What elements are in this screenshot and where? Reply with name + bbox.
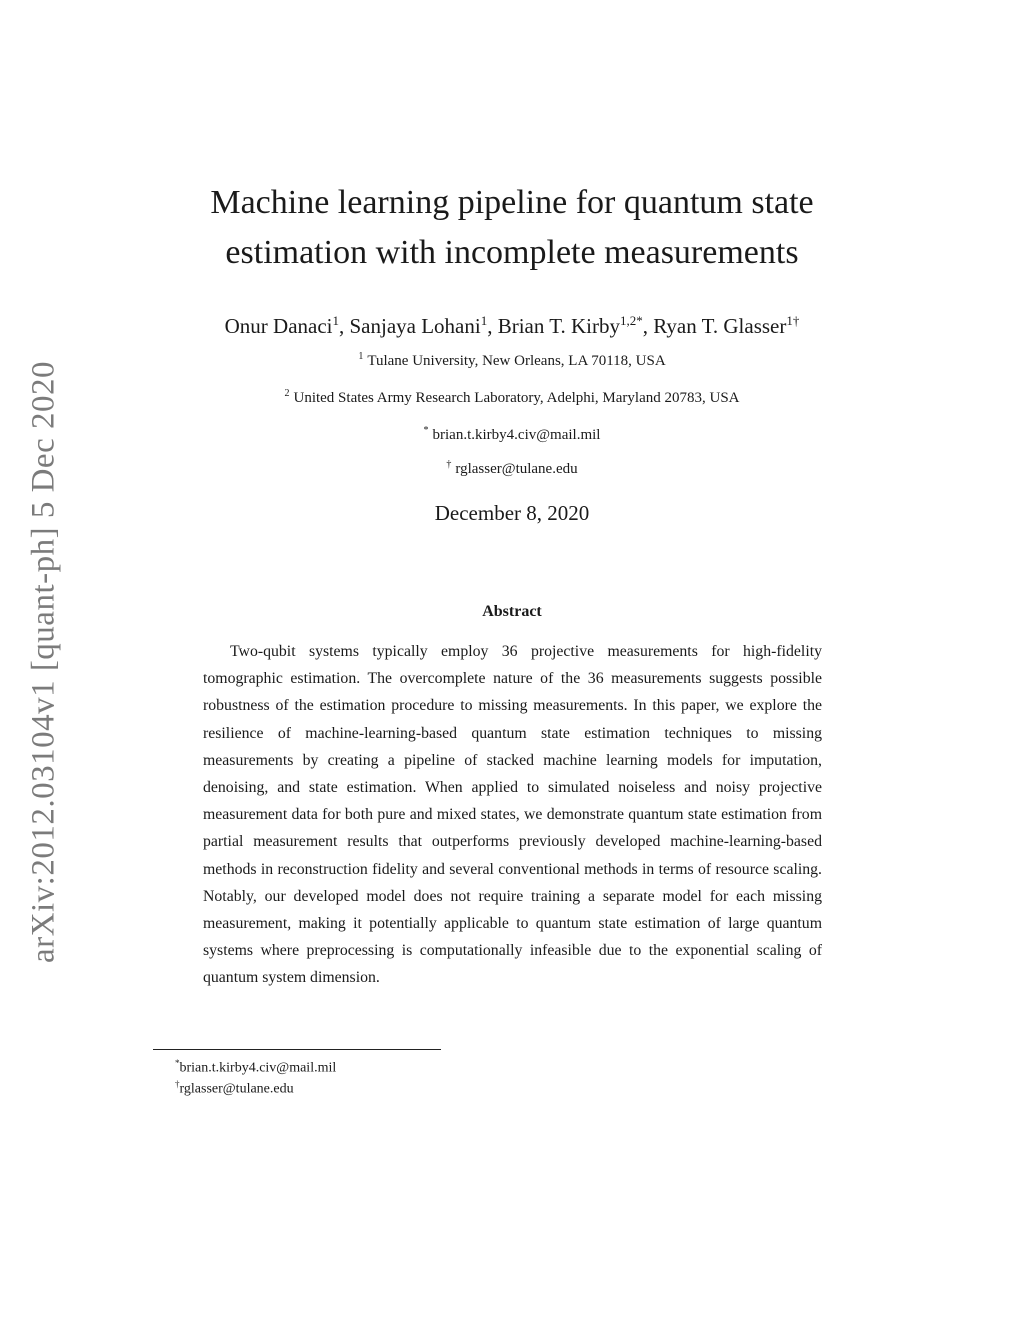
author-list: Onur Danaci$^1$, Sanjaya Lohani$^1$, Brian T. Kirby$^{1,2*}$, Ryan T. Glasser$^{1\dagger}$ [224, 313, 800, 338]
paper-title [112, 178, 912, 278]
contact-email-kirby [112, 421, 912, 445]
affiliation-tulane [112, 347, 912, 371]
footnote-text: rglasser@tulane.edu [179, 1081, 294, 1097]
author-name: Brian T. Kirby [497, 314, 621, 338]
email-text: brian.t.kirby4.civ@mail.mil [432, 427, 601, 443]
footnote-glasser [175, 1075, 294, 1099]
affiliation-text: United States Army Research Laboratory, Adelphi, Maryland 20783, USA [293, 390, 740, 406]
author-affiliation-mark: 1,2* [620, 313, 643, 328]
author-affiliation-mark: 1 [480, 313, 488, 328]
author-affiliation-mark: 1 [332, 313, 339, 328]
arxiv-identifier-stamp: arXiv:2012.03104v1 [quant-ph] 5 Dec 2020 [25, 361, 62, 963]
affiliation-mark: 1 [358, 351, 364, 362]
paper-title-line-2: estimation with incomplete measurements [225, 234, 799, 271]
author-name: Sanjaya Lohani [349, 314, 481, 338]
email-text: rglasser@tulane.edu [455, 461, 578, 477]
contact-email-glasser [112, 455, 912, 479]
footnote-mark: † [175, 1079, 180, 1089]
affiliation-mark: * [423, 425, 429, 436]
affiliation-army-lab [112, 384, 912, 408]
footnote-text: brian.t.kirby4.civ@mail.mil [179, 1060, 337, 1076]
affiliation-text: Tulane University, New Orleans, LA 70118, USA [367, 353, 666, 369]
footnote-divider [153, 1049, 441, 1050]
abstract-body: Two-qubit systems typically employ 36 projective measurements for high-fidelity tomographic estimation. The overcomplete nature of the 36 measurements suggests possible robustness of the estimation procedure to missing measurements. In this paper, we explore the resilience of machine-learning-based quantum state estimation techniques to missing measurements by creating a pipeline of stacked machine learning models for imputation, denoising, and state estimation. When applied to simulated noiseless and noisy projective measurement data for both pure and mixed states, we demonstrate quantum state estimation from partial measurement results that outperforms previously developed machine-learning-based methods in reconstruction fidelity and several conventional methods in terms of resource scaling. Notably, our developed model does not require training a separate model for each missing measurement, making it potentially applicable to quantum state estimation of large quantum systems where preprocessing is computationally infeasible due to the exponential scaling of quantum system dimension. [203, 643, 822, 987]
author-name: Ryan T. Glasser [653, 314, 787, 338]
paper-date: December 8, 2020 [434, 501, 590, 525]
paper-title-line-1: Machine learning pipeline for quantum state [210, 184, 814, 221]
author-affiliation-mark: 1† [786, 313, 800, 328]
abstract-heading: Abstract [482, 603, 542, 620]
footnote-mark: * [175, 1058, 180, 1068]
affiliation-mark: 2 [284, 388, 290, 399]
affiliation-mark: † [446, 459, 452, 470]
author-name: Onur Danaci [224, 314, 333, 338]
